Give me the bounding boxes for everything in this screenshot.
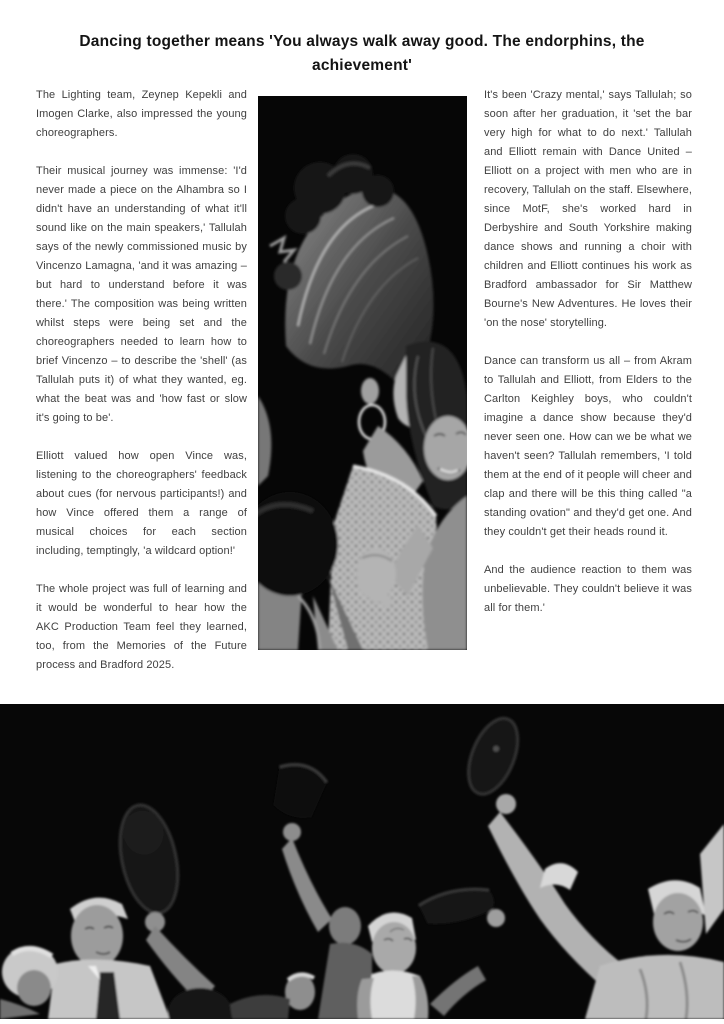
bottom-photo-dancers-raising-shoes — [0, 704, 724, 1019]
paragraph: The Lighting team, Zeynep Kepekli and Imogen Clarke, also impressed the young choreographers. — [36, 89, 247, 139]
photo-illustration — [0, 704, 724, 1019]
paragraph: And the audience reaction to them was unbelievable. They couldn't believe it was all for them.' — [484, 564, 692, 614]
paragraph: It's been 'Crazy mental,' says Tallulah; so soon after her graduation, it 'set the bar very high for what to do next.' Tallulah and Elliott remain with Dance United – Elliott on a project with men who are in recovery, Tallulah on the staff. Elsewhere, since MotF, she's worked hard in Derbyshire and South Yorkshire making dance shows and running a choir with children and Elliott continues his work as Bradford ambassador for Sir Matthew Bourne's New Adventures. He loves their 'on the nose' storytelling. — [484, 89, 692, 329]
paragraph: Elliott valued how open Vince was, listening to the choreographers' feedback about cues (for nervous participants!) and how Vince offered them a range of musical choices for each section including, temptingly, 'a wildcard option!' — [36, 450, 247, 557]
page-title: Dancing together means 'You always walk away good. The endorphins, the achievement' — [79, 33, 645, 75]
paragraph: Dance can transform us all – from Akram to Tallulah and Elliott, from Elders to the Carlton Keighley boys, who couldn't imagine a dance show because they'd never seen one. How can we be what we haven't seen? Tallulah remembers, 'I told them at the end of it people will cheer and clap and there will be this thing called "a standing ovation" and they'd get one. And they couldn't get their heads round it. — [484, 355, 692, 538]
right-text-column — [484, 86, 692, 637]
paragraph: Their musical journey was immense: 'I'd never made a piece on the Alhambra so I didn't have an understanding of what it'll sound like on the main speakers,' Tallulah says of the newly commissioned music by Vincenzo Lamagna, 'and it was amazing – but hard to understand before it was there.' The composition was being written whilst steps were being set and the choreographers needed to learn how to brief Vincenzo – to describe the 'shell' (as Tallulah puts it) of what they wanted, eg. what the beat was and 'how fast or slow it's going to be'. — [36, 165, 247, 424]
left-text-column — [36, 86, 247, 694]
photo-illustration — [258, 96, 467, 650]
paragraph: The whole project was full of learning and it would be wonderful to hear how the AKC Production Team feel they learned, too, from the Memories of the Future process and Bradford 2025. — [36, 583, 247, 671]
center-photo-dancers-embrace — [258, 96, 467, 650]
